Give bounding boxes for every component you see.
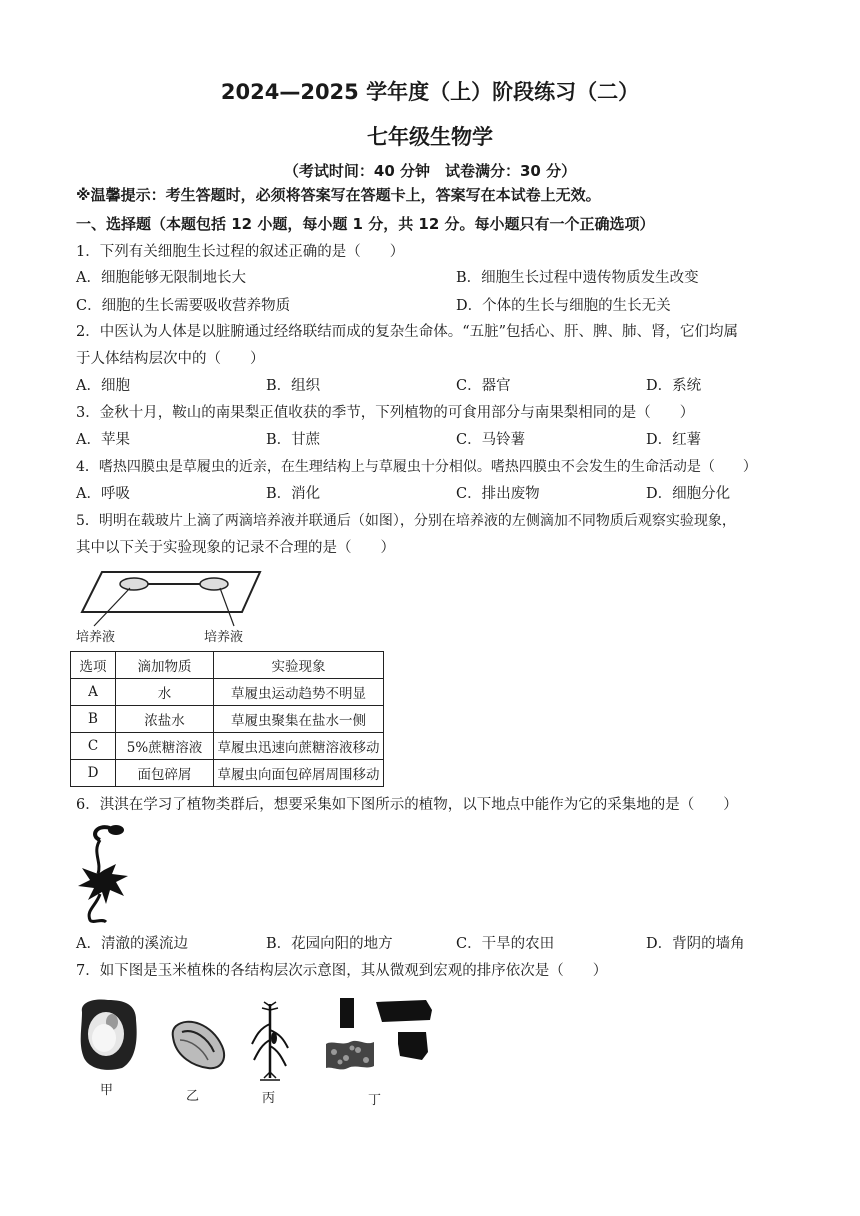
exam-title: 2024—2025 学年度（上）阶段练习（二） [220, 80, 640, 104]
slide-figure [74, 568, 274, 628]
q2-stem-line1: 2．中医认为人体是以脏腑通过经络联结而成的复杂生命体。“五脏”包括心、肝、脾、肺、肾，它们均属 [76, 324, 739, 340]
table-row [71, 706, 384, 733]
seed-figure [168, 1016, 230, 1072]
q3-stem: 3．金秋十月，鞍山的南果梨正值收获的季节，下列植物的可食用部分与南果梨相同的是（ ） [76, 405, 695, 421]
q3-option-a: A．苹果 [76, 432, 130, 448]
cell-figure [76, 998, 140, 1072]
q7-stem: 7．如下图是玉米植株的各结构层次示意图，其从微观到宏观的排序依次是（ ） [76, 963, 608, 979]
table-header: 实验现象 [214, 652, 384, 679]
q6-option-c: C．干旱的农田 [456, 936, 555, 952]
table-cell: 面包碎屑 [116, 760, 214, 787]
q1-stem: 1．下列有关细胞生长过程的叙述正确的是（ ） [76, 244, 405, 260]
q6-option-a: A．清澈的溪流边 [76, 936, 188, 952]
q3-option-b: B．甘蔗 [266, 432, 321, 448]
q2-option-a: A．细胞 [76, 378, 130, 394]
table-row [71, 733, 384, 760]
tissue-organ-figure [322, 996, 434, 1076]
table-cell: C [71, 733, 116, 760]
table-cell: 草履虫迅速向蔗糖溶液移动 [214, 733, 384, 760]
corn-plant-figure [250, 1000, 290, 1084]
fig-label-right: 培养液 [204, 630, 244, 645]
q4-option-b: B．消化 [266, 486, 321, 502]
q5-stem-line1: 5．明明在载玻片上滴了两滴培养液并联通后（如图），分别在培养液的左侧滴加不同物质后观察实验现象， [76, 513, 736, 529]
q4-stem: 4．嗜热四膜虫是草履虫的近亲，在生理结构上与草履虫十分相似。嗜热四膜虫不会发生的生命活动是（ ） [76, 459, 757, 475]
q4-option-c: C．排出废物 [456, 486, 540, 502]
q4-option-a: A．呼吸 [76, 486, 130, 502]
notice: ※温馨提示：考生答题时，必须将答案写在答题卡上，答案写在本试卷上无效。 [76, 186, 601, 204]
q7-label-jia: 甲 [100, 1083, 114, 1098]
table-cell: 5%蔗糖溶液 [116, 733, 214, 760]
q1-option-c: C．细胞的生长需要吸收营养物质 [76, 298, 291, 314]
q2-stem-line2: 于人体结构层次中的（ ） [76, 351, 265, 367]
table-cell: 草履虫聚集在盐水一侧 [214, 706, 384, 733]
q7-label-ding: 丁 [368, 1093, 382, 1108]
q2-option-c: C．器官 [456, 378, 511, 394]
q2-option-b: B．组织 [266, 378, 321, 394]
q7-label-yi: 乙 [186, 1089, 200, 1104]
q7-label-bing: 丙 [262, 1091, 276, 1106]
table-cell: D [71, 760, 116, 787]
section-heading: 一、选择题（本题包括 12 小题，每小题 1 分，共 12 分。每小题只有一个正确选项） [76, 215, 655, 233]
q3-option-d: D．红薯 [646, 432, 702, 448]
table-header: 选项 [71, 652, 116, 679]
fig-label-left: 培养液 [76, 630, 116, 645]
q6-option-b: B．花园向阳的地方 [266, 936, 393, 952]
experiment-table [70, 651, 384, 787]
table-cell: 浓盐水 [116, 706, 214, 733]
table-cell: 草履虫运动趋势不明显 [214, 679, 384, 706]
q1-option-d: D．个体的生长与细胞的生长无关 [456, 298, 671, 314]
q3-option-c: C．马铃薯 [456, 432, 526, 448]
q6-stem: 6．淇淇在学习了植物类群后，想要采集如下图所示的植物，以下地点中能作为它的采集地的是（ ） [76, 797, 738, 813]
q6-option-d: D．背阴的墙角 [646, 936, 745, 952]
q1-option-a: A．细胞能够无限制地长大 [76, 270, 246, 286]
q4-option-d: D．细胞分化 [646, 486, 731, 502]
table-row [71, 760, 384, 787]
q2-option-d: D．系统 [646, 378, 702, 394]
exam-subtitle: 七年级生物学 [367, 125, 493, 149]
table-cell: 草履虫向面包碎屑周围移动 [214, 760, 384, 787]
table-header: 滴加物质 [116, 652, 214, 679]
q1-option-b: B．细胞生长过程中遗传物质发生改变 [456, 270, 699, 286]
moss-plant-figure [76, 822, 136, 926]
table-cell: A [71, 679, 116, 706]
q5-stem-line2: 其中以下关于实验现象的记录不合理的是（ ） [76, 540, 395, 556]
table-cell: B [71, 706, 116, 733]
exam-info: （考试时间：40 分钟 试卷满分：30 分） [283, 162, 577, 180]
table-row [71, 679, 384, 706]
table-cell: 水 [116, 679, 214, 706]
table-header-row [71, 652, 384, 679]
